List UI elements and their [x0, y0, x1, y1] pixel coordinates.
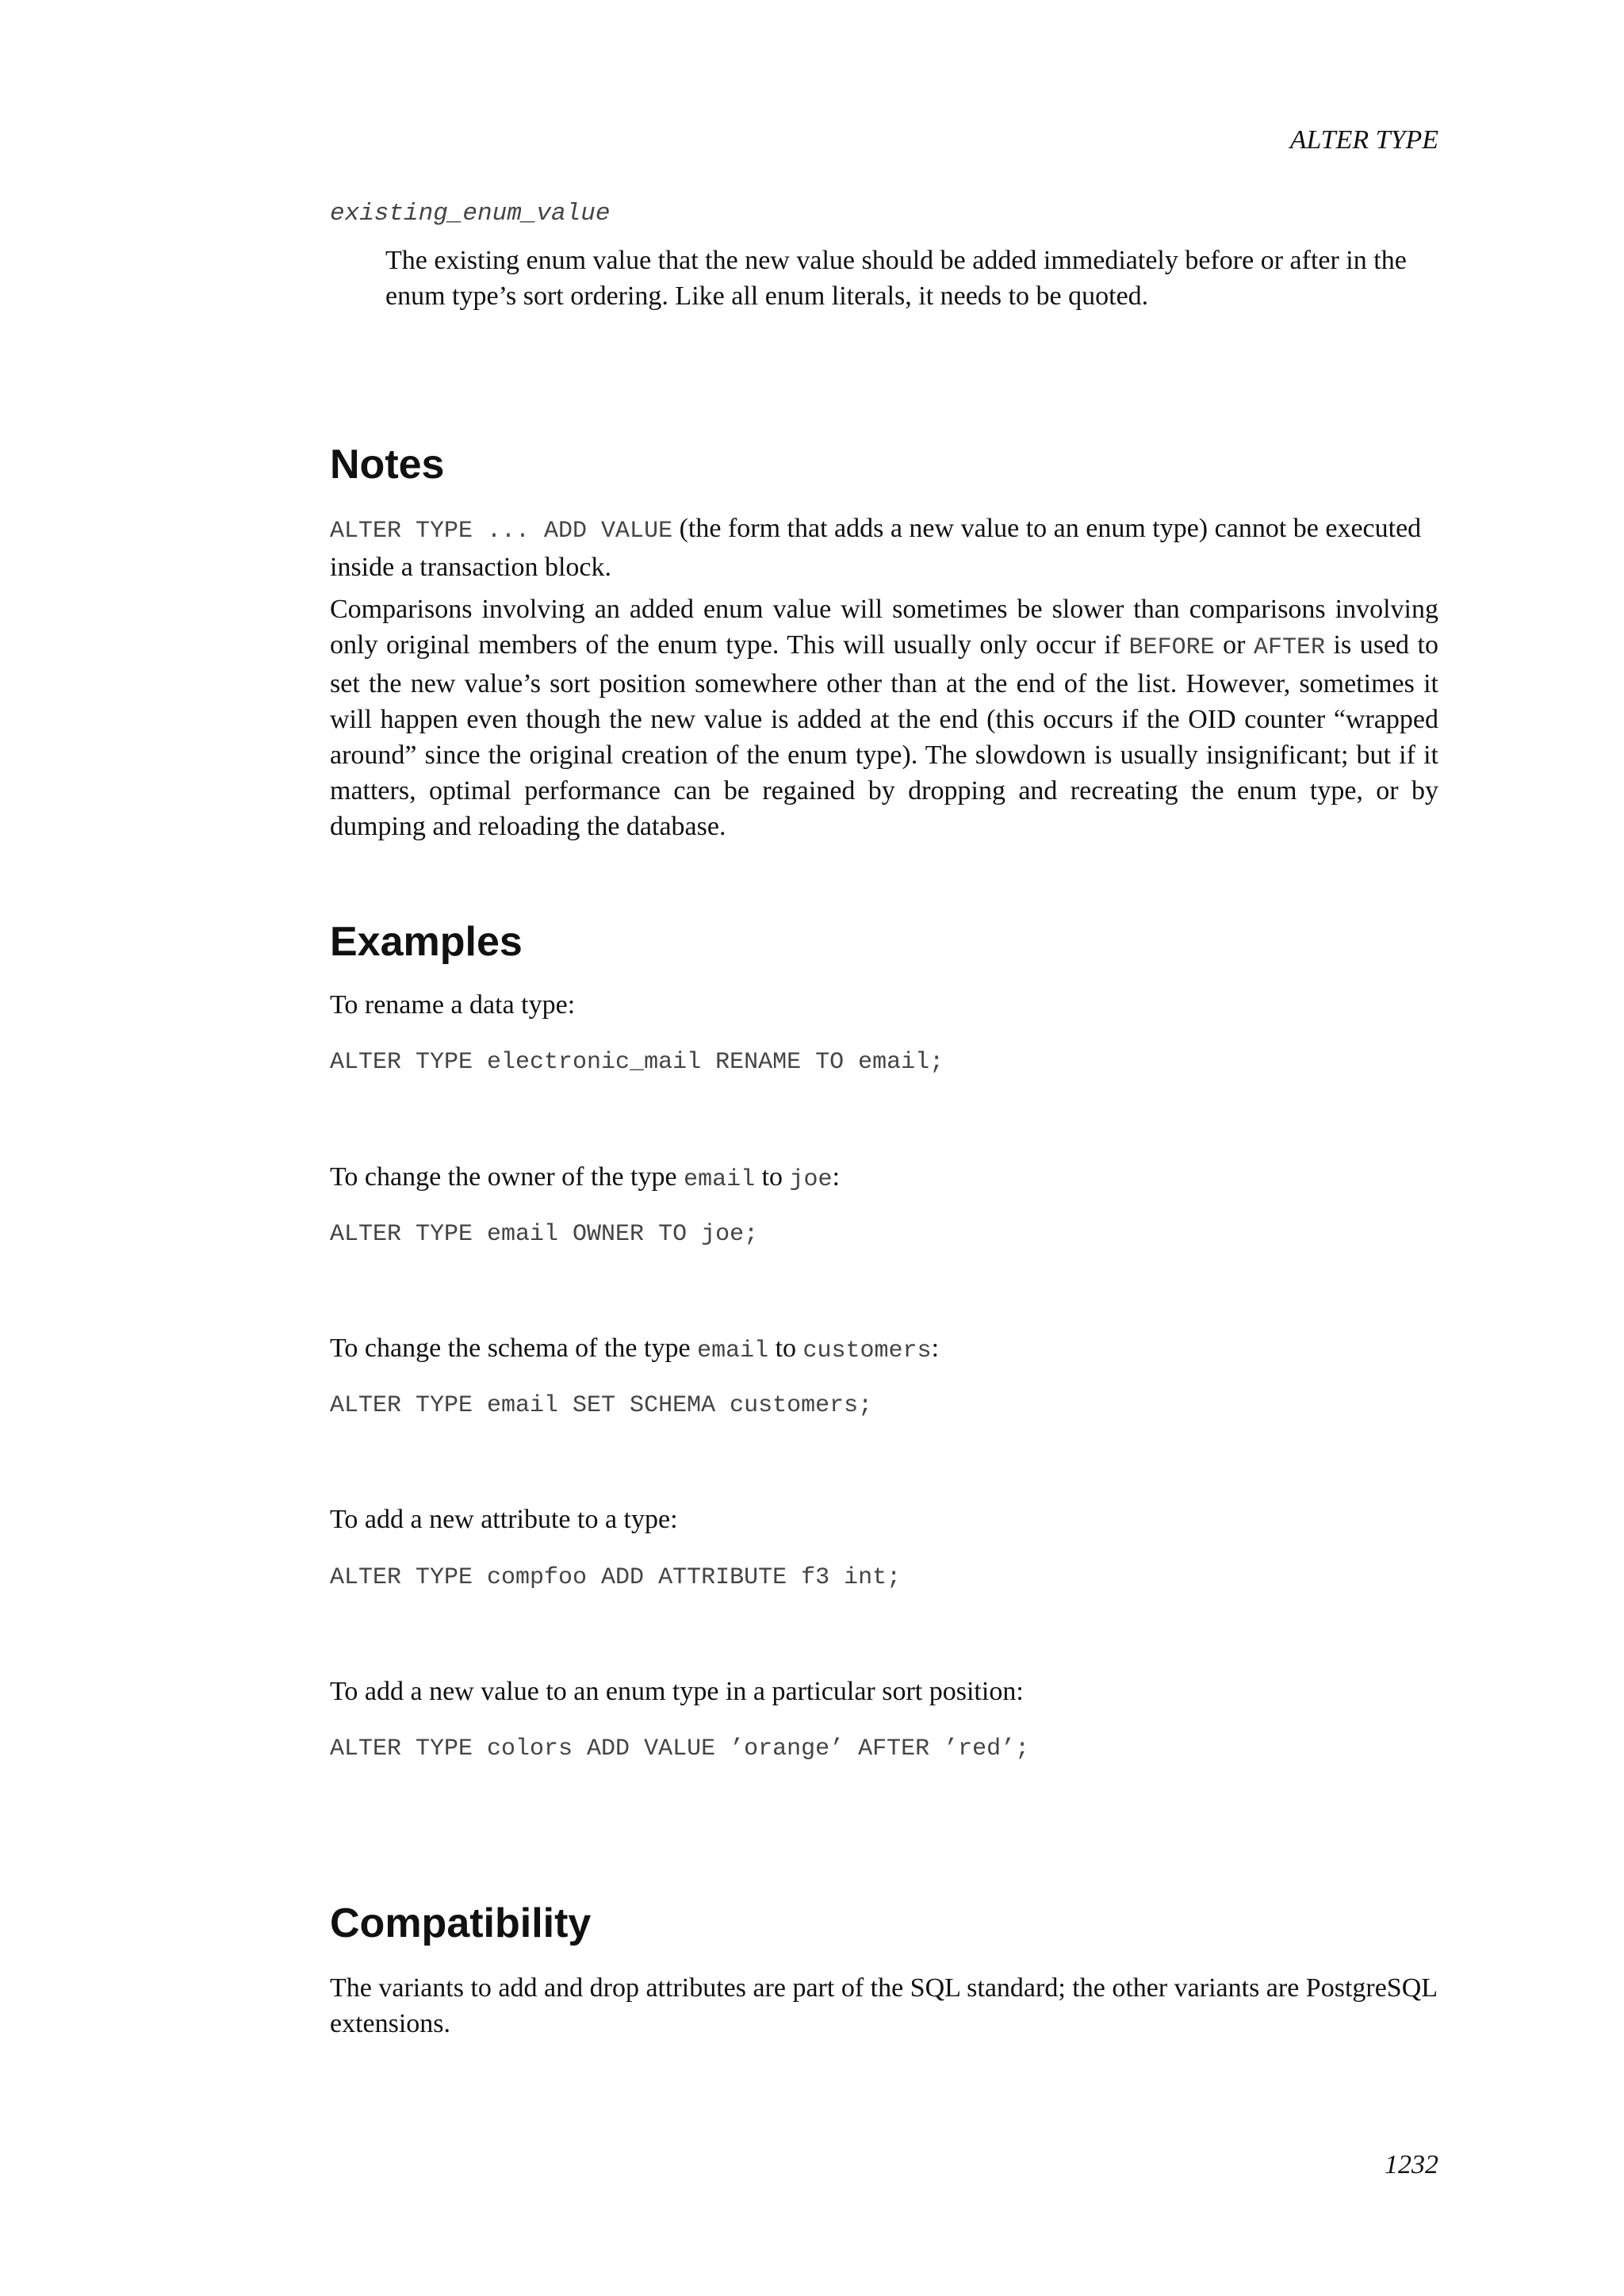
- inline-code: email: [697, 1337, 769, 1364]
- inline-code: BEFORE: [1128, 634, 1215, 661]
- paragraph-text: Comparisons involving an added enum value will sometimes be slower than comparisons involving only original members of the enum type. This will usually only occur if: [330, 595, 1438, 660]
- compatibility-text: The variants to add and drop attributes are part of the SQL standard; the other variants are PostgreSQL extensions.: [330, 1973, 1437, 2038]
- example-5-code: ALTER TYPE colors ADD VALUE ’orange’ AFTER ’red’;: [330, 1735, 1030, 1762]
- example-2-code: ALTER TYPE email OWNER TO joe;: [330, 1221, 759, 1248]
- inline-code: joe: [789, 1166, 833, 1193]
- parameter-definition: The existing enum value that the new value should be added immediately before or after in the enum type’s sort ordering. Like all enum literals, it needs to be quoted.: [385, 246, 1407, 311]
- notes-paragraph-2: [330, 591, 1438, 844]
- inline-code: ALTER TYPE ... ADD VALUE: [330, 518, 673, 545]
- running-header: ALTER TYPE: [1289, 125, 1438, 155]
- inline-code: customers: [802, 1337, 932, 1364]
- examples-heading: Examples: [330, 919, 523, 965]
- example-1-code: ALTER TYPE electronic_mail RENAME TO email;: [330, 1049, 944, 1076]
- example-3-code: ALTER TYPE email SET SCHEMA customers;: [330, 1392, 873, 1419]
- paragraph-text: To change the owner of the type: [330, 1162, 684, 1192]
- paragraph-text: is used to set the new value’s sort position somewhere other than at the end of the list. However, sometimes it will happen even though the new value is added at the end (this occurs if the OID counter “wrapped around” since the original creation of the enum type). The slowdown is usually insignificant; but if it matters, optimal performance can be regained by dropping and recreating the enum type, or by dumping and reloading the database.: [330, 630, 1439, 841]
- example-1-intro: To rename a data type:: [330, 990, 576, 1020]
- example-4-code: ALTER TYPE compfoo ADD ATTRIBUTE f3 int;: [330, 1564, 902, 1591]
- notes-heading: Notes: [330, 442, 445, 488]
- paragraph-text: to: [768, 1334, 803, 1363]
- compatibility-heading: Compatibility: [330, 1900, 592, 1946]
- paragraph-text: :: [931, 1334, 940, 1363]
- paragraph-text: :: [832, 1162, 841, 1192]
- inline-code: email: [684, 1166, 756, 1193]
- notes-paragraph-1: [330, 511, 1438, 585]
- example-5-intro: To add a new value to an enum type in a particular sort position:: [330, 1677, 1024, 1706]
- paragraph-text: To change the schema of the type: [330, 1334, 698, 1363]
- example-2-intro: [330, 1159, 1438, 1198]
- example-3-intro: [330, 1330, 1438, 1369]
- page-number: 1232: [1385, 2150, 1438, 2179]
- example-4-intro: To add a new attribute to a type:: [330, 1505, 678, 1534]
- inline-code: AFTER: [1254, 634, 1326, 661]
- paragraph-text: (the form that adds a new value to an enum type) cannot be executed inside a transaction block.: [330, 514, 1422, 582]
- paragraph-text: to: [755, 1162, 790, 1192]
- paragraph-text: or: [1214, 630, 1254, 660]
- parameter-term: existing_enum_value: [330, 200, 611, 228]
